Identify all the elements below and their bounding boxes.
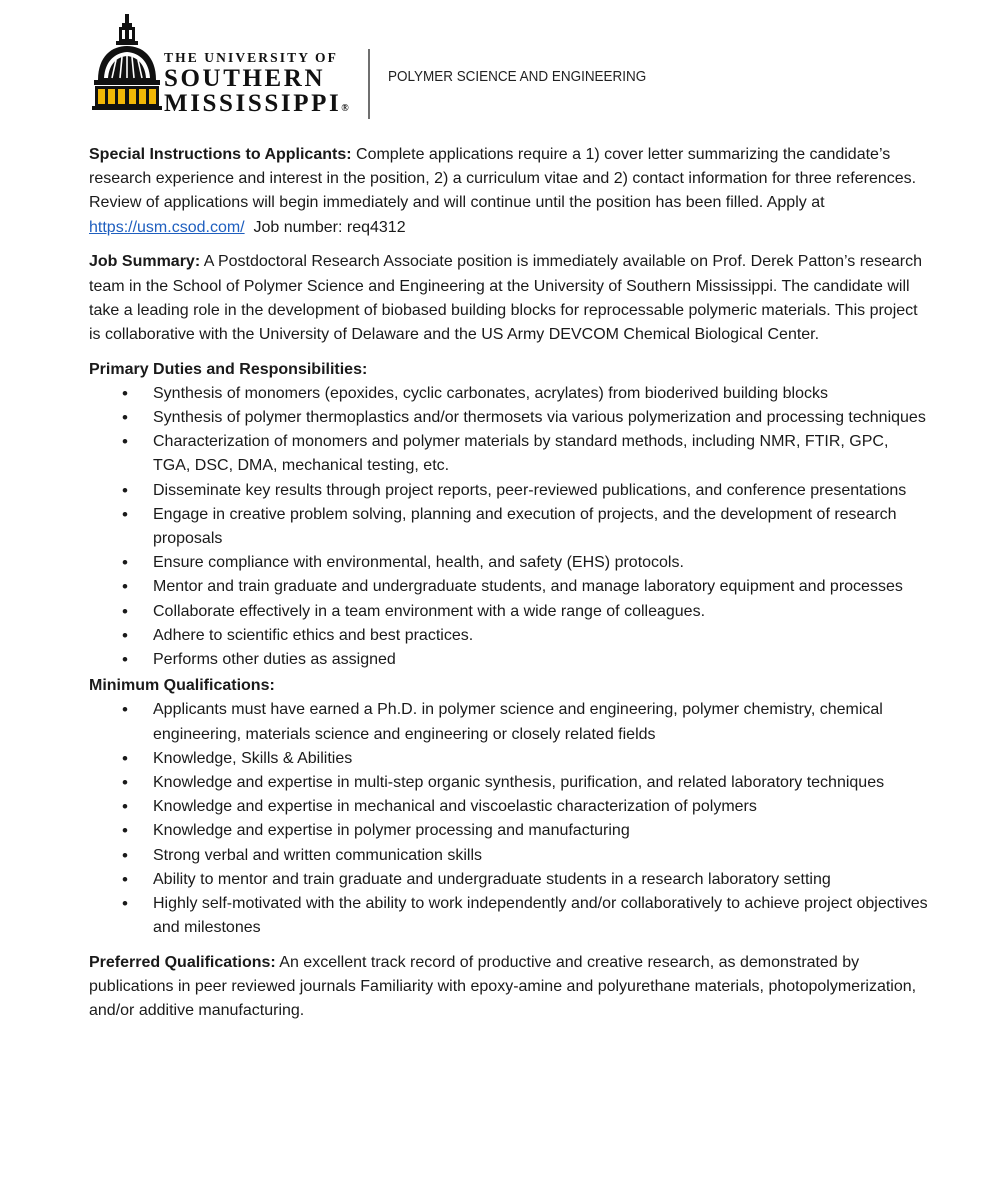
minimum-qualifications-heading: Minimum Qualifications: — [89, 677, 275, 695]
job-summary-label: Job Summary: — [89, 253, 201, 271]
list-item: • Knowledge, Skills & Abilities — [122, 747, 929, 771]
special-instructions-text: Complete applications require a 1) cover letter summarizing the candidate’s research experience and interest in the position, 2) a curriculum vitae and 2) contact information for three references. Review of applications will begin immediately and will continue until the position has been filled. Apply at — [89, 146, 917, 212]
list-item: • Mentor and train graduate and undergraduate students, and manage laboratory equipment and processes — [122, 575, 929, 599]
special-instructions-paragraph — [89, 143, 929, 240]
list-item: • Collaborate effectively in a team environment with a wide range of colleagues. — [122, 600, 929, 624]
list-item: • Knowledge and expertise in mechanical and viscoelastic characterization of polymers — [122, 795, 929, 819]
dome-logo-icon — [92, 12, 162, 112]
registered-mark: ® — [341, 103, 349, 114]
list-item: • Characterization of monomers and polymer materials by standard methods, including NMR, FTIR, GPC, TGA, DSC, DMA, mechanical testing, etc. — [122, 430, 929, 478]
wordmark-line-2: SOUTHERN — [164, 65, 326, 92]
wordmark-line-1: THE UNIVERSITY OF — [164, 50, 338, 65]
primary-duties-list — [122, 382, 929, 672]
list-item: • Applicants must have earned a Ph.D. in polymer science and engineering, polymer chemistry, chemical engineering, materials science and engineering or closely related fields — [122, 698, 929, 746]
preferred-qualifications-text: An excellent track record of productive and creative research, as demonstrated by publications in peer reviewed journals Familiarity with epoxy-amine and polyurethane materials, photopolymerization, and/or additive manufacturing. — [89, 954, 917, 1020]
university-wordmark — [164, 50, 454, 122]
list-item: • Ensure compliance with environmental, health, and safety (EHS) protocols. — [122, 551, 929, 575]
minimum-qualifications-list — [122, 698, 929, 940]
department-name: POLYMER SCIENCE AND ENGINEERING — [388, 69, 647, 85]
list-item: • Knowledge and expertise in multi-step organic synthesis, purification, and related laboratory techniques — [122, 771, 929, 795]
special-instructions-label: Special Instructions to Applicants: — [89, 146, 352, 163]
list-item: • Highly self-motivated with the ability to work independently and/or collaboratively to achieve project objectives and milestones — [122, 892, 929, 940]
list-item: • Strong verbal and written communication skills — [122, 844, 929, 868]
list-item: • Engage in creative problem solving, planning and execution of projects, and the development of research proposals — [122, 503, 929, 551]
header-divider — [368, 49, 370, 119]
list-item: • Ability to mentor and train graduate and undergraduate students in a research laboratory setting — [122, 868, 929, 892]
primary-duties-section — [89, 358, 929, 673]
list-item: • Synthesis of polymer thermoplastics and/or thermosets via various polymerization and processing techniques — [122, 406, 929, 430]
list-item: • Performs other duties as assigned — [122, 648, 929, 672]
wordmark-line-3: MISSISSIPPI — [164, 90, 342, 117]
letterhead — [92, 12, 972, 116]
document-body — [89, 143, 929, 1034]
job-number: Job number: req4312 — [244, 218, 406, 236]
job-summary-text: A Postdoctoral Research Associate position is immediately available on Prof. Derek Patton’s research team in the School of Polymer Science and Engineering at the University of Southern Mississippi. The candidate will take a leading role in the development of biobased building blocks for reprocessable polymeric materials. This project is collaborative with the University of Delaware and the US Army DEVCOM Chemical Biological Center. — [89, 253, 922, 343]
preferred-qualifications-paragraph — [89, 951, 929, 1024]
job-summary-paragraph — [89, 250, 929, 347]
apply-link[interactable]: https://usm.csod.com/ — [89, 218, 245, 236]
preferred-qualifications-label: Preferred Qualifications: — [89, 954, 276, 971]
list-item: • Disseminate key results through project reports, peer-reviewed publications, and conference presentations — [122, 479, 929, 503]
primary-duties-heading: Primary Duties and Responsibilities: — [89, 360, 368, 378]
list-item: • Knowledge and expertise in polymer processing and manufacturing — [122, 819, 929, 843]
list-item: • Synthesis of monomers (epoxides, cyclic carbonates, acrylates) from bioderived building blocks — [122, 382, 929, 406]
minimum-qualifications-section — [89, 674, 929, 940]
list-item: • Adhere to scientific ethics and best practices. — [122, 624, 929, 648]
